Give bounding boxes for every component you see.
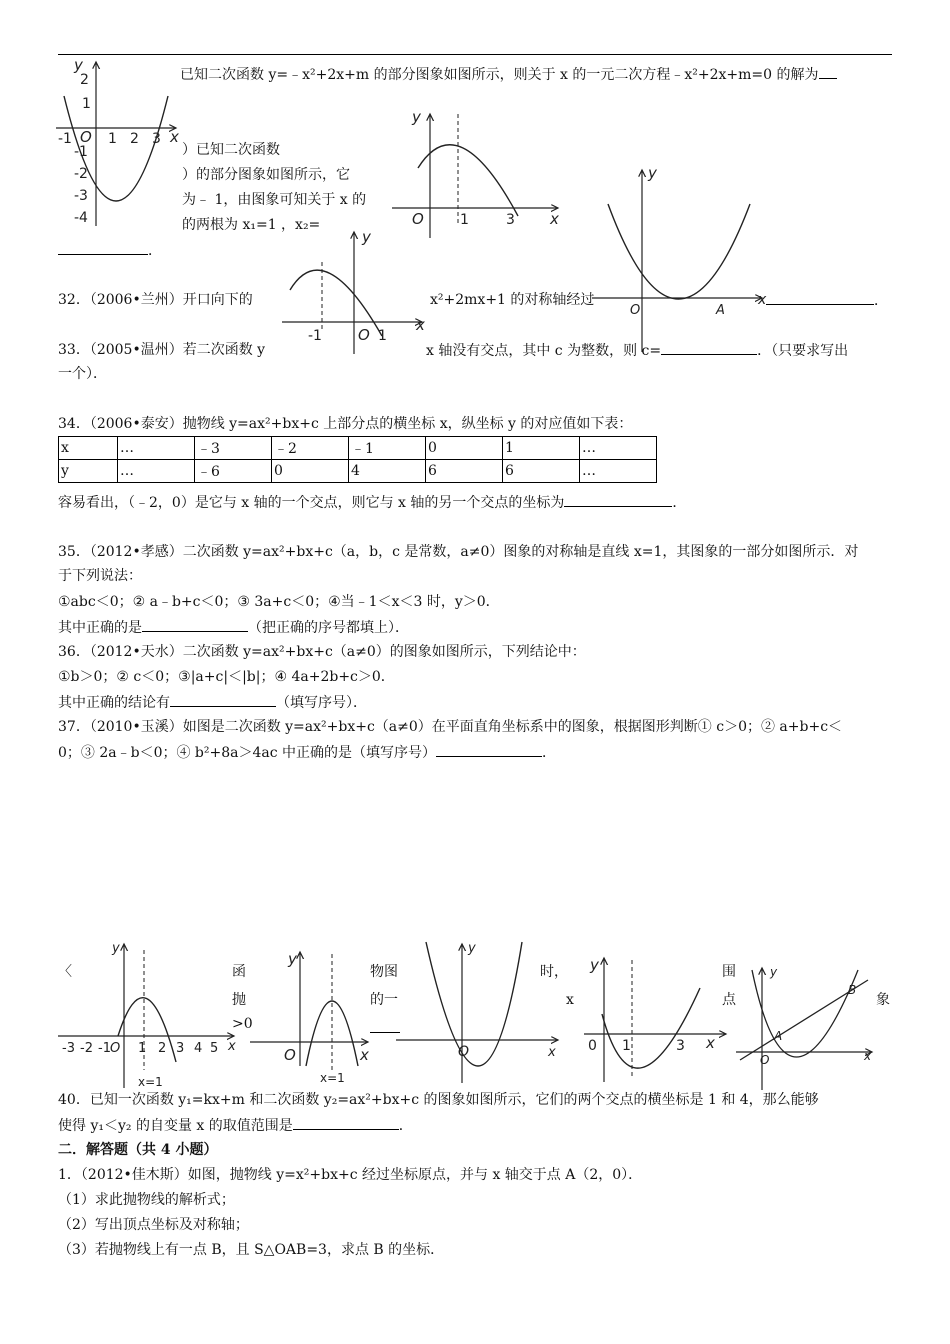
graph-q40-line-and-parabola [736,964,876,1092]
origin-label: O [412,210,424,228]
tick-label: 3 [506,212,515,228]
y-axis-label: y [112,941,120,956]
x-axis-label: x [170,128,179,146]
table-cell: 6 [503,460,580,483]
table-cell: ﹣2 [272,437,349,460]
tick-label: -4 [74,210,88,226]
q38-fragment: 物图 [370,964,398,980]
table-row [59,437,657,460]
tick-label: 4 [194,1041,203,1056]
q35-line3: ①abc＜0；② a﹣b+c＜0；③ 3a+c＜0；④当﹣1＜x＜3 时，y＞0． [58,594,500,610]
q37-line2: 0；③ 2a﹣b＜0；④ b²+8a＞4ac 中正确的是（填写序号） ． [58,742,556,763]
graph-q35-parabola [58,940,238,1090]
tick-label: 1 [82,96,91,112]
graph-q31-downward-parabola [392,108,562,240]
parabola-curve [608,204,750,299]
q34-line2: 容易看出，（﹣2，0）是它与 x 轴的一个交点，则它与 x 轴的另一个交点的坐标为 ． [58,492,686,513]
origin-label: O [760,1053,770,1067]
x-axis-label: x [548,1045,556,1060]
q40-line2: 使得 y₁＜y₂ 的自变量 x 的取值范围是 ． [58,1115,413,1136]
q37-line1: 37．（2010•玉溪）如图是二次函数 y=ax²+bx+c（a≠0）在平面直角坐标系中的图象，根据图形判断① c＞0；② a+b+c＜ [58,719,843,735]
q38-fragment: 时， [540,964,568,980]
x-axis-label: x [550,210,559,228]
parabola-curve [418,145,518,216]
table-cell: x [59,437,118,460]
problem-1-part-1: （1）求此抛物线的解析式； [58,1192,235,1208]
q36-line2: ①b＞0；② c＜0；③|a+c|＜|b|；④ 4a+2b+c＞0． [58,669,395,685]
q39-fragment: 的一 [370,992,398,1008]
table-cell: … [580,460,657,483]
problem-1-part-3: （3）若抛物线上有一点 B，且 S△OAB=3，求点 B 的坐标． [58,1242,445,1258]
tick-label: 2 [80,72,89,88]
x-axis-label: x [758,292,767,308]
tick-label: 1 [108,131,117,147]
tick-label: 1 [378,328,387,344]
x-axis-label: x [228,1039,236,1054]
parabola-curve [752,970,858,1057]
q36-line3: 其中正确的结论有 （填写序号）． [58,692,367,713]
graph-q33-parabola [592,164,772,354]
parabola-curve [426,942,522,1066]
tick-label: 0 [588,1038,597,1054]
problem-1-part-2: （2）写出顶点坐标及对称轴； [58,1217,249,1233]
y-axis-label: y [362,228,371,246]
table-cell: 6 [426,460,503,483]
table-cell: y [59,460,118,483]
axis-equation-label: x=1 [138,1075,163,1089]
table-cell: … [118,437,195,460]
x-axis-label: x [416,316,425,334]
table-cell: 1 [503,437,580,460]
q31-line1: 已知二次函数 y=﹣x²+2x+m 的部分图象如图所示，则关于 x 的一元二次方程﹣x²+2x+m=0 的解为 [180,64,837,85]
tick-label: -1 [98,1041,111,1056]
tick-label: 2 [130,131,139,147]
q31-fragment-3: 为﹣ 1，由图象可知关于 x 的 [182,192,367,208]
q39-fragment: >0 [232,1016,253,1032]
tick-label: -3 [74,188,88,204]
tick-label: 1 [460,212,469,228]
tick-label: -2 [80,1041,93,1056]
table-cell: … [118,460,195,483]
q31-fragment-2: ）的部分图象如图所示，它 [182,167,350,183]
q31-answer-line: ． [58,240,162,261]
q33-middle: x 轴没有交点，其中 c 为整数，则 c= ．（只要求写出 [426,340,848,361]
origin-label: O [284,1046,296,1064]
table-row [59,460,657,483]
table-cell: … [580,437,657,460]
q38-fragment: 围 [722,964,736,980]
tick-label: -1 [58,131,72,147]
q34-line1: 34．（2006•泰安）抛物线 y=ax²+bx+c 上部分点的横坐标 x，纵坐标 y 的对应值如下表： [58,416,633,432]
y-axis-label: y [770,965,778,979]
problem-1-statement: 1．（2012•佳木斯）如图，抛物线 y=x²+bx+c 经过坐标原点，并与 x 轴交于点 A（2，0）． [58,1167,643,1183]
point-a-label: A [774,1029,783,1043]
origin-label: O [110,1041,121,1056]
q31-fragment-1: ）已知二次函数 [182,142,280,158]
table-cell: ﹣6 [195,460,272,483]
x-axis-label: x [360,1046,369,1064]
point-b-label: B [848,983,857,997]
y-axis-label: y [648,164,657,182]
q35-line4: 其中正确的是 （把正确的序号都填上）． [58,617,409,638]
tick-label: 3 [676,1038,685,1054]
q33-prefix: 33．（2005•温州）若二次函数 y [58,342,266,358]
y-axis-label: y [590,956,599,974]
origin-label: O [630,303,641,318]
q32-answer: ． [766,290,888,311]
tick-label: -3 [62,1041,75,1056]
parabola-curve [118,998,176,1062]
q39-fragment: 抛 [232,992,246,1008]
y-axis-label: y [288,950,297,968]
q32-suffix: x²+2mx+1 的对称轴经过 [430,292,595,308]
q36-line1: 36．（2012•天水）二次函数 y=ax²+bx+c（a≠0）的图象如图所示，下列结论中： [58,644,586,660]
tick-label: 5 [210,1041,219,1056]
y-axis-label: y [74,56,83,74]
origin-label: O [458,1044,470,1060]
q35-line1: 35．（2012•孝感）二次函数 y=ax²+bx+c（a，b，c 是常数，a≠0）图象的对称轴是直线 x=1，其图象的一部分如图所示．对 [58,544,859,560]
graph-q36-parabola [250,948,375,1088]
tick-label: 3 [152,131,161,147]
q40-line1: 40．已知一次函数 y₁=kx+m 和二次函数 y₂=ax²+bx+c 的图象如图所示，它们的两个交点的横坐标是 1 和 4，那么能够 [58,1092,819,1108]
section-heading: 二．解答题（共 4 小题） [58,1142,218,1158]
y-axis-label: y [468,941,476,956]
tick-label: -1 [74,144,88,160]
origin-label: O [80,128,92,146]
q34-value-table [58,436,657,483]
header-rule [58,54,892,55]
graph-q38-parabola [580,954,730,1084]
parabola-curve [602,988,700,1068]
axis-equation-label: x=1 [320,1071,345,1085]
q39-fragment: x [566,992,574,1008]
tick-label: 2 [158,1041,167,1056]
q32-prefix: 32．（2006•兰州）开口向下的 [58,292,253,308]
table-cell: ﹣3 [195,437,272,460]
graph-q32-downward-parabola [282,226,432,356]
q38-fragment: 〈 [58,964,72,980]
q33-line2: 一个）． [58,366,107,382]
table-cell: ﹣1 [349,437,426,460]
q38-fragment: 函 [232,964,246,980]
q38-fragment: 象 [876,992,890,1008]
table-cell: 0 [426,437,503,460]
graph-q31-parabola [52,56,182,236]
tick-label: 1 [622,1038,631,1054]
tick-label: -1 [308,328,322,344]
graph-q37-parabola [396,940,566,1085]
origin-label: O [358,326,370,344]
tick-label: 1 [138,1041,147,1056]
table-cell: 0 [272,460,349,483]
y-axis-label: y [412,108,421,126]
q31-fragment-4: 的两根为 x₁=1 ，x₂= [182,217,321,233]
point-a-label: A [716,303,725,318]
tick-label: -2 [74,166,88,182]
q35-line2: 于下列说法： [58,568,142,584]
q39-fragment: 点 [722,992,736,1008]
x-axis-label: x [864,1049,872,1063]
tick-label: 3 [176,1041,185,1056]
table-cell: 4 [349,460,426,483]
x-axis-label: x [706,1034,715,1052]
